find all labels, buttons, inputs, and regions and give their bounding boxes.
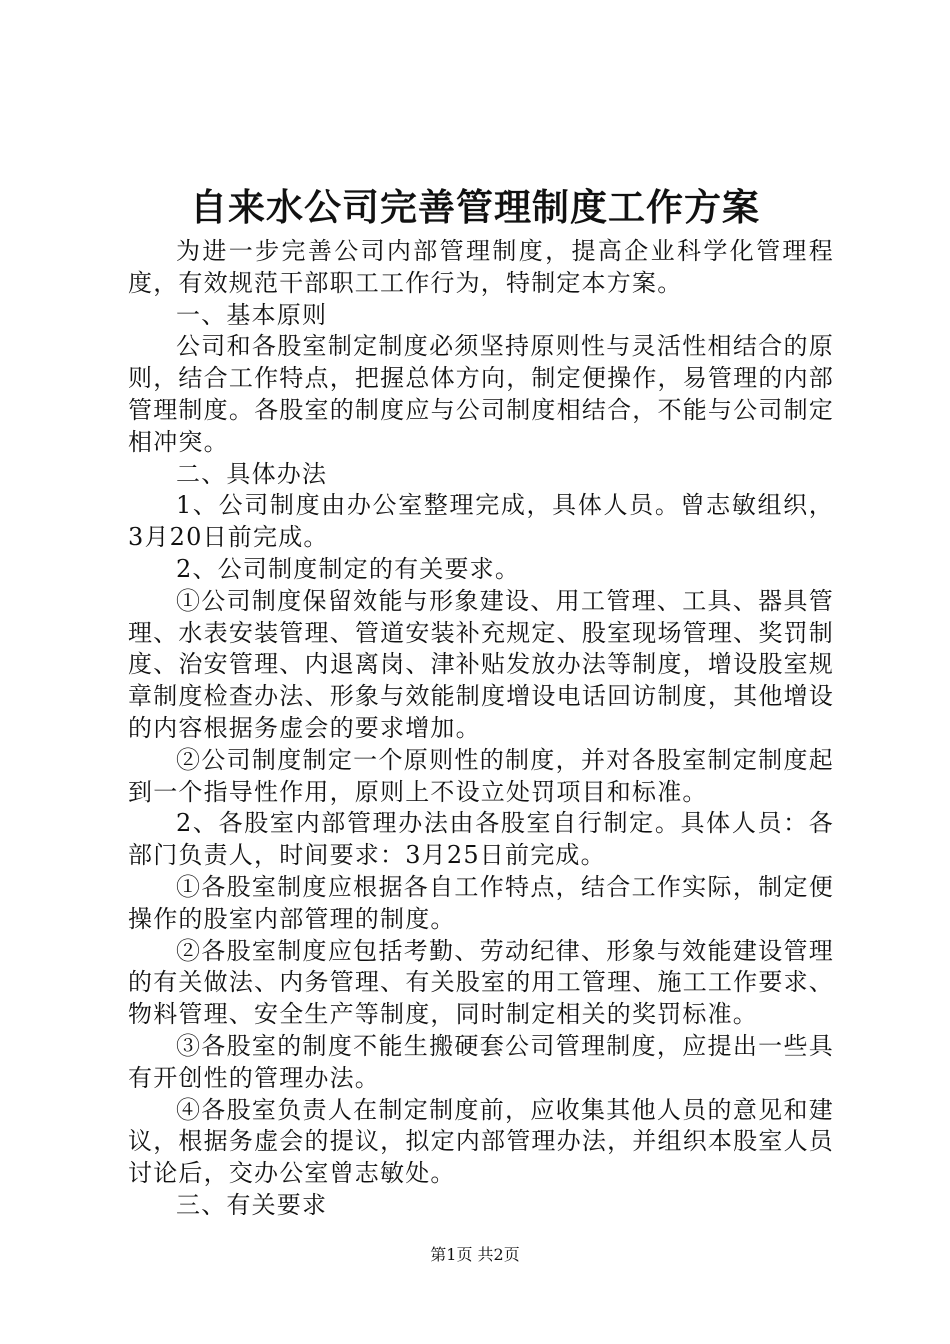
page-footer: 第1页 共2页 [430, 1245, 520, 1264]
paragraph-method-1: 1、公司制度由办公室整理完成，具体人员。曾志敏组织，3月20日前完成。 [128, 491, 834, 552]
paragraph-method-2-item-2: ②公司制度制定一个原则性的制度，并对各股室制定制度起到一个指导性作用，原则上不设立处罚项目和标准。 [128, 745, 834, 806]
heading-specific-methods: 二、具体办法 [176, 459, 328, 488]
document-body [128, 236, 834, 1222]
paragraph-method-3-item-4: ④各股室负责人在制定制度前，应收集其他人员的意见和建议，根据务虚会的提议，拟定内部管理办法，并组织本股室人员讨论后，交办公室曾志敏处。 [128, 1095, 834, 1188]
document-title: 自来水公司完善管理制度工作方案 [190, 186, 760, 229]
paragraph-method-3: 2、各股室内部管理办法由各股室自行制定。具体人员：各部门负责人，时间要求：3月25日前完成。 [128, 809, 834, 870]
heading-requirements: 三、有关要求 [176, 1190, 328, 1219]
paragraph-method-3-item-2: ②各股室制度应包括考勤、劳动纪律、形象与效能建设管理的有关做法、内务管理、有关股室的用工管理、施工工作要求、物料管理、安全生产等制度，同时制定相关的奖罚标准。 [128, 936, 834, 1029]
paragraph-principles: 公司和各股室制定制度必须坚持原则性与灵活性相结合的原则，结合工作特点，把握总体方向，制定便操作，易管理的内部管理制度。各股室的制度应与公司制度相结合，不能与公司制定相冲突。 [128, 332, 834, 456]
paragraph-intro: 为进一步完善公司内部管理制度，提高企业科学化管理程度，有效规范干部职工工作行为，特制定本方案。 [128, 237, 834, 297]
paragraph-method-2-item-1: ①公司制度保留效能与形象建设、用工管理、工具、器具管理、水表安装管理、管道安装补充规定、股室现场管理、奖罚制度、治安管理、内退离岗、津补贴发放办法等制度，增设股室规章制度检查办法、形象与效能制度增设电话回访制度，其他增设的内容根据务虚会的要求增加。 [128, 586, 834, 742]
heading-basic-principles: 一、基本原则 [176, 300, 328, 329]
paragraph-method-3-item-3: ③各股室的制度不能生搬硬套公司管理制度，应提出一些具有开创性的管理办法。 [128, 1031, 834, 1092]
paragraph-method-3-item-1: ①各股室制度应根据各自工作特点，结合工作实际，制定便操作的股室内部管理的制度。 [128, 872, 834, 933]
paragraph-method-2: 2、公司制度制定的有关要求。 [176, 554, 521, 583]
